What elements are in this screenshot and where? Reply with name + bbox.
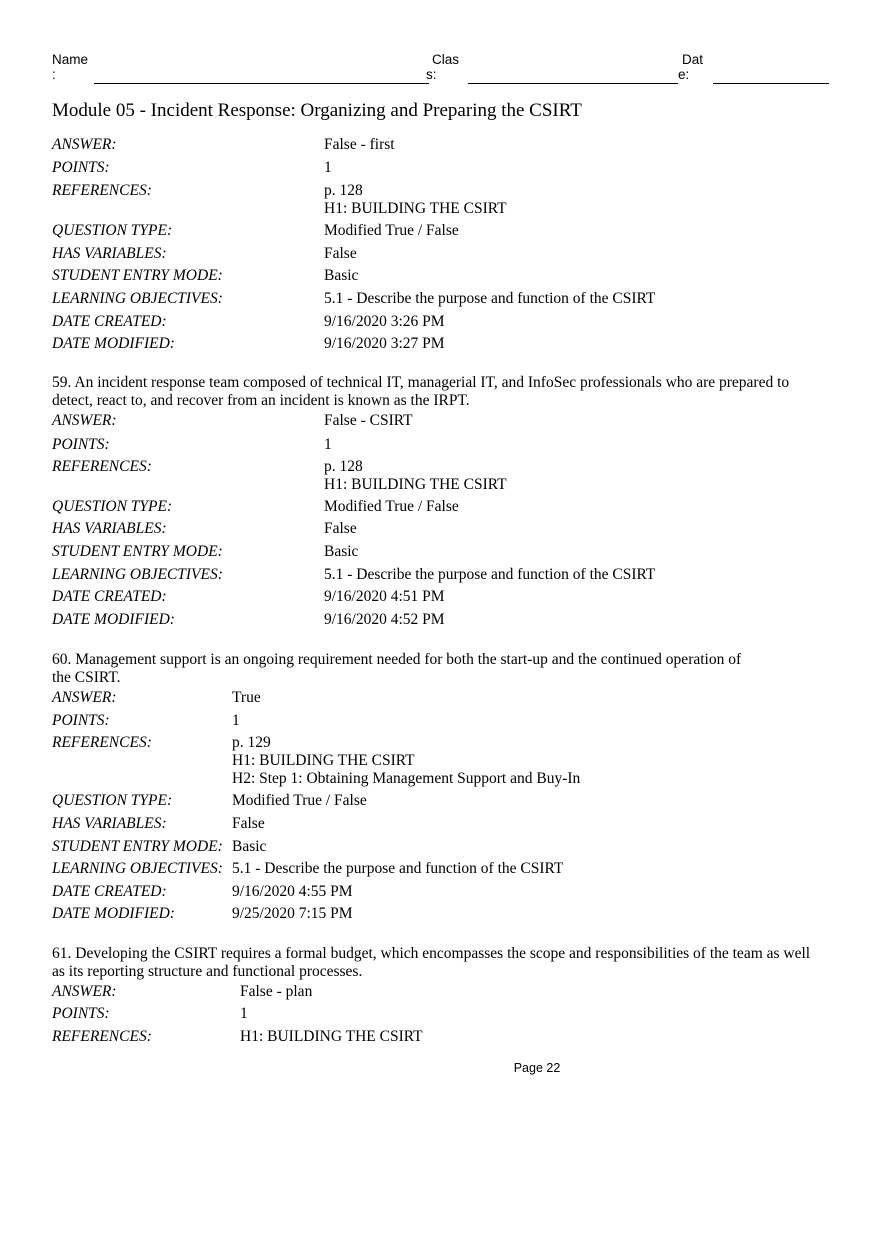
learning-objectives-label: LEARNING OBJECTIVES: [52,290,223,307]
date-created-label: DATE CREATED: [52,313,167,330]
has-variables-value: False [232,815,265,832]
date-modified-label: DATE MODIFIED: [52,611,175,628]
learning-objectives-label: LEARNING OBJECTIVES: [52,860,223,877]
learning-objectives-label: LEARNING OBJECTIVES: [52,566,223,583]
date-field-line[interactable] [713,83,829,84]
references-label: REFERENCES: [52,1028,152,1045]
question-59-text: 59. An incident response team composed of technical IT, managerial IT, and InfoSec professionals who are prepared to detect, react to, and recover from an incident is known as the IRPT. [52,374,790,409]
answer-label: ANSWER: [52,689,117,706]
references-label: REFERENCES: [52,458,152,475]
references-value: p. 129 H1: BUILDING THE CSIRT H2: Step 1: Obtaining Management Support and Buy-In [232,734,581,787]
question-type-label: QUESTION TYPE: [52,222,173,239]
question-60-text: 60. Management support is an ongoing requirement needed for both the start-up and the continued operation of the CSIRT. [52,651,742,686]
references-value: H1: BUILDING THE CSIRT [240,1028,423,1045]
points-value: 1 [324,436,332,453]
page-number: Page 22 [513,1061,561,1075]
student-entry-mode-label: STUDENT ENTRY MODE: [52,838,223,855]
learning-objectives-value: 5.1 - Describe the purpose and function of the CSIRT [324,290,656,307]
has-variables-label: HAS VARIABLES: [52,815,167,832]
points-label: POINTS: [52,159,110,176]
class-label: Clas s: [426,52,460,82]
date-modified-value: 9/16/2020 3:27 PM [324,335,445,352]
points-value: 1 [324,159,332,176]
references-value: p. 128 H1: BUILDING THE CSIRT [324,458,507,493]
references-label: REFERENCES: [52,182,152,199]
references-value: p. 128 H1: BUILDING THE CSIRT [324,182,507,217]
points-label: POINTS: [52,436,110,453]
points-value: 1 [240,1005,248,1022]
answer-label: ANSWER: [52,983,117,1000]
date-created-label: DATE CREATED: [52,588,167,605]
date-modified-label: DATE MODIFIED: [52,335,175,352]
class-field-line[interactable] [468,83,678,84]
answer-value: False - CSIRT [324,412,413,429]
has-variables-label: HAS VARIABLES: [52,520,167,537]
has-variables-label: HAS VARIABLES: [52,245,167,262]
answer-value: False - first [324,136,395,153]
date-created-value: 9/16/2020 3:26 PM [324,313,445,330]
name-label: Name : [52,52,89,82]
answer-value: True [232,689,261,706]
date-modified-value: 9/25/2020 7:15 PM [232,905,353,922]
question-type-label: QUESTION TYPE: [52,498,173,515]
has-variables-value: False [324,245,357,262]
question-type-label: QUESTION TYPE: [52,792,173,809]
answer-label: ANSWER: [52,136,117,153]
date-created-label: DATE CREATED: [52,883,167,900]
points-label: POINTS: [52,712,110,729]
points-label: POINTS: [52,1005,110,1022]
learning-objectives-value: 5.1 - Describe the purpose and function of the CSIRT [324,566,656,583]
date-created-value: 9/16/2020 4:55 PM [232,883,353,900]
question-type-value: Modified True / False [324,498,459,515]
student-entry-mode-label: STUDENT ENTRY MODE: [52,543,223,560]
student-entry-mode-value: Basic [232,838,267,855]
question-type-value: Modified True / False [324,222,459,239]
date-modified-value: 9/16/2020 4:52 PM [324,611,445,628]
answer-value: False - plan [240,983,313,1000]
student-entry-mode-value: Basic [324,267,359,284]
student-entry-mode-value: Basic [324,543,359,560]
answer-label: ANSWER: [52,412,117,429]
learning-objectives-value: 5.1 - Describe the purpose and function of the CSIRT [232,860,564,877]
date-created-value: 9/16/2020 4:51 PM [324,588,445,605]
name-field-line[interactable] [94,83,429,84]
date-modified-label: DATE MODIFIED: [52,905,175,922]
has-variables-value: False [324,520,357,537]
references-label: REFERENCES: [52,734,152,751]
question-61-text: 61. Developing the CSIRT requires a formal budget, which encompasses the scope and responsibilities of the team as well as its reporting structure and functional processes. [52,945,811,980]
date-label: Dat e: [678,52,704,82]
question-type-value: Modified True / False [232,792,367,809]
student-entry-mode-label: STUDENT ENTRY MODE: [52,267,223,284]
page-title: Module 05 - Incident Response: Organizing and Preparing the CSIRT [52,100,582,121]
points-value: 1 [232,712,240,729]
